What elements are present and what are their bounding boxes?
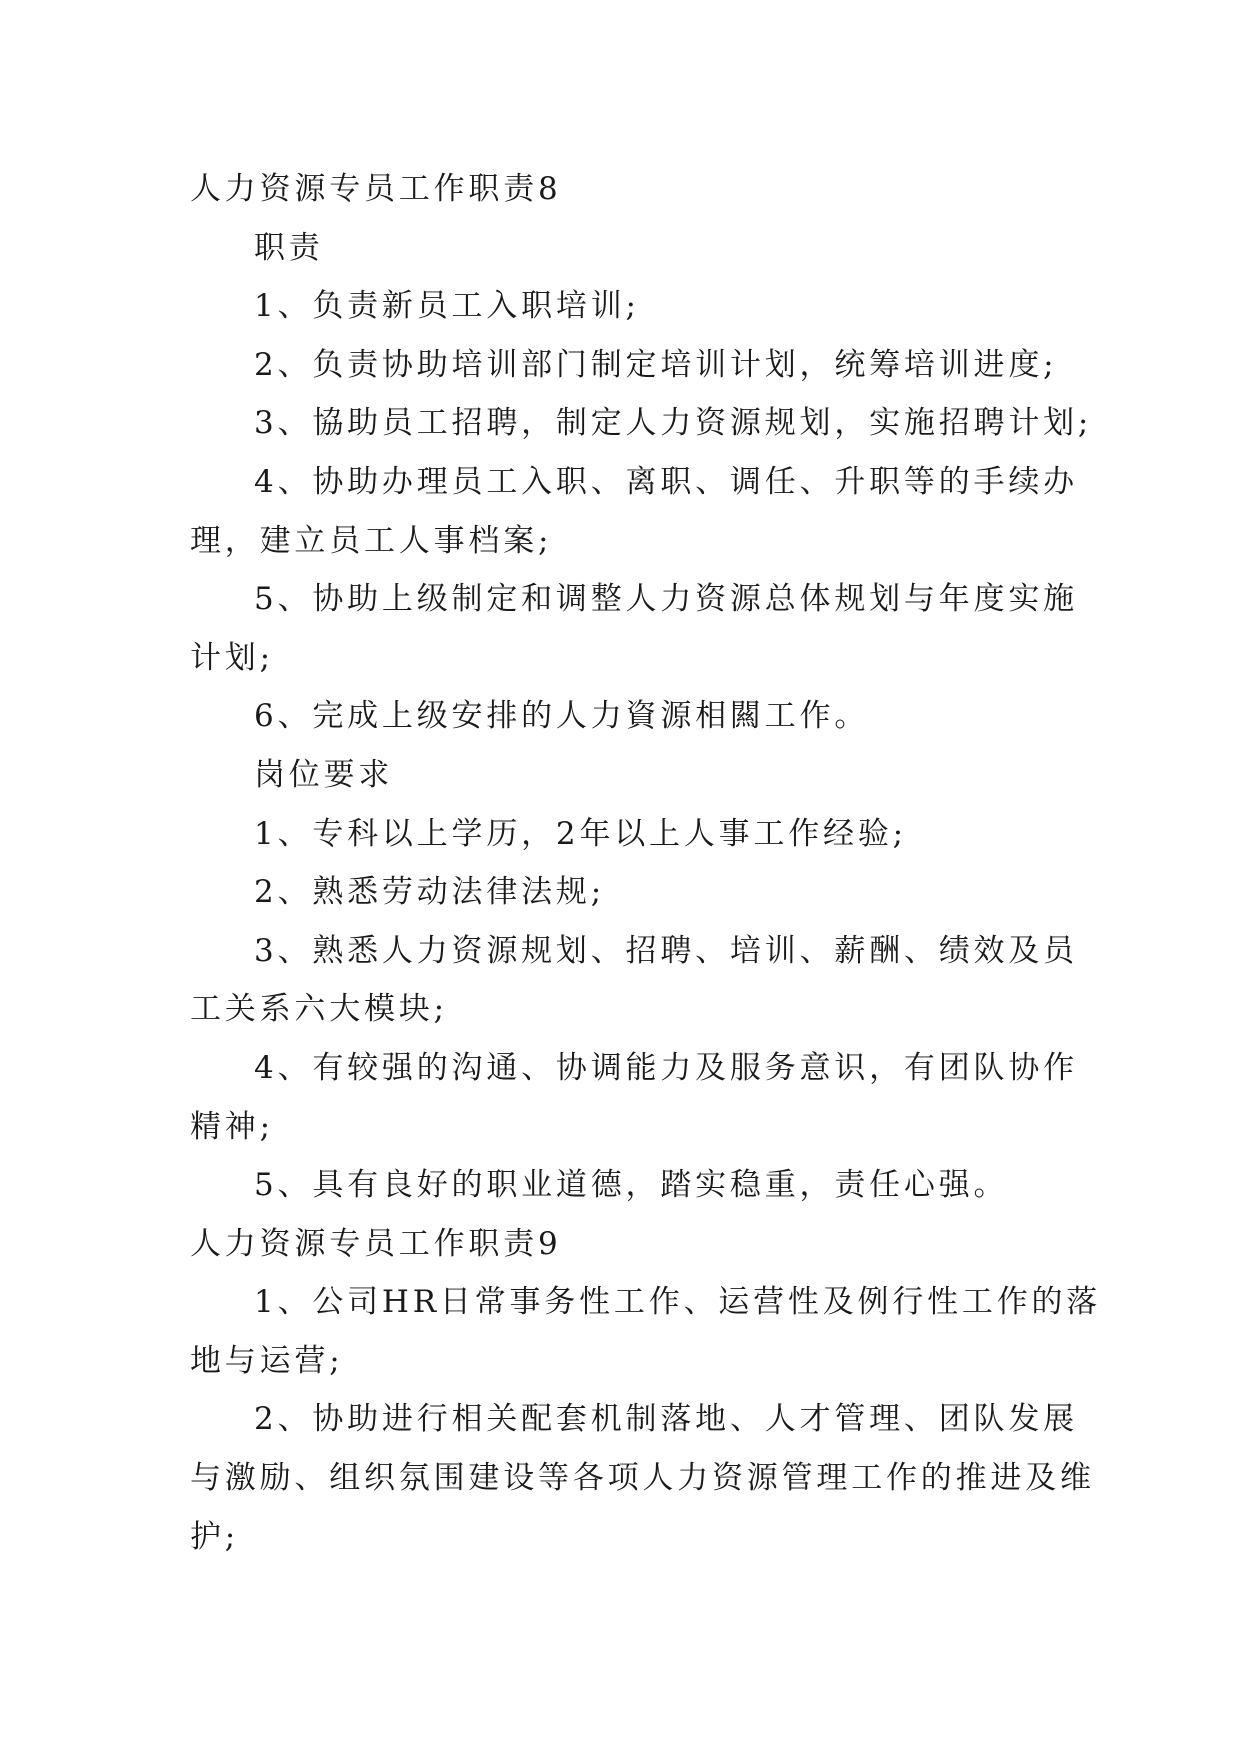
paragraph-line: 护; [190,1518,240,1555]
paragraph-line: 1、负责新员工入职培训; [254,288,640,325]
paragraph-line: 与激励、组织氛围建设等各项人力资源管理工作的推进及维 [190,1460,1095,1497]
paragraph-line: 理，建立员工人事档案; [190,522,553,559]
paragraph-line: 1、专科以上学历，2年以上人事工作经验; [254,815,907,852]
paragraph-line: 5、具有良好的职业道德，踏实稳重，责任心强。 [254,1167,1009,1204]
paragraph-line: 地与运营; [190,1342,344,1379]
paragraph-line: 工关系六大模块; [190,991,448,1028]
subheading: 岗位要求 [254,756,394,793]
section-title: 人力资源专员工作职责9 [190,1225,562,1262]
paragraph-line: 3、熟悉人力资源规划、招聘、培训、薪酬、绩效及员 [254,932,1078,969]
paragraph-line: 计划; [190,639,274,676]
paragraph-line: 2、协助进行相关配套机制落地、人才管理、团队发展 [254,1401,1078,1438]
paragraph-line: 4、有较强的沟通、协调能力及服务意识，有团队协作 [254,1049,1078,1086]
paragraph-line: 4、协助办理员工入职、离职、调任、升职等的手续办 [254,463,1078,500]
subheading: 职责 [254,229,324,266]
paragraph-line: 6、完成上级安排的人力資源相闗工作。 [254,698,870,735]
section-title: 人力资源专员工作职责8 [190,171,562,207]
paragraph-line: 3、協助员工招聘，制定人力资源规划，实施招聘计划; [254,405,1093,442]
paragraph-line: 1、公司HR日常事务性工作、运营性及例行性工作的落 [254,1284,1102,1321]
paragraph-line: 2、负责协助培训部门制定培训计划，统筹培训进度; [254,346,1058,383]
document-page [190,160,1102,1566]
paragraph-line: 2、熟悉劳动法律法规; [254,874,605,911]
paragraph-line: 精神; [190,1108,274,1145]
paragraph-line: 5、协助上级制定和调整人力资源总体规划与年度实施 [254,581,1078,618]
